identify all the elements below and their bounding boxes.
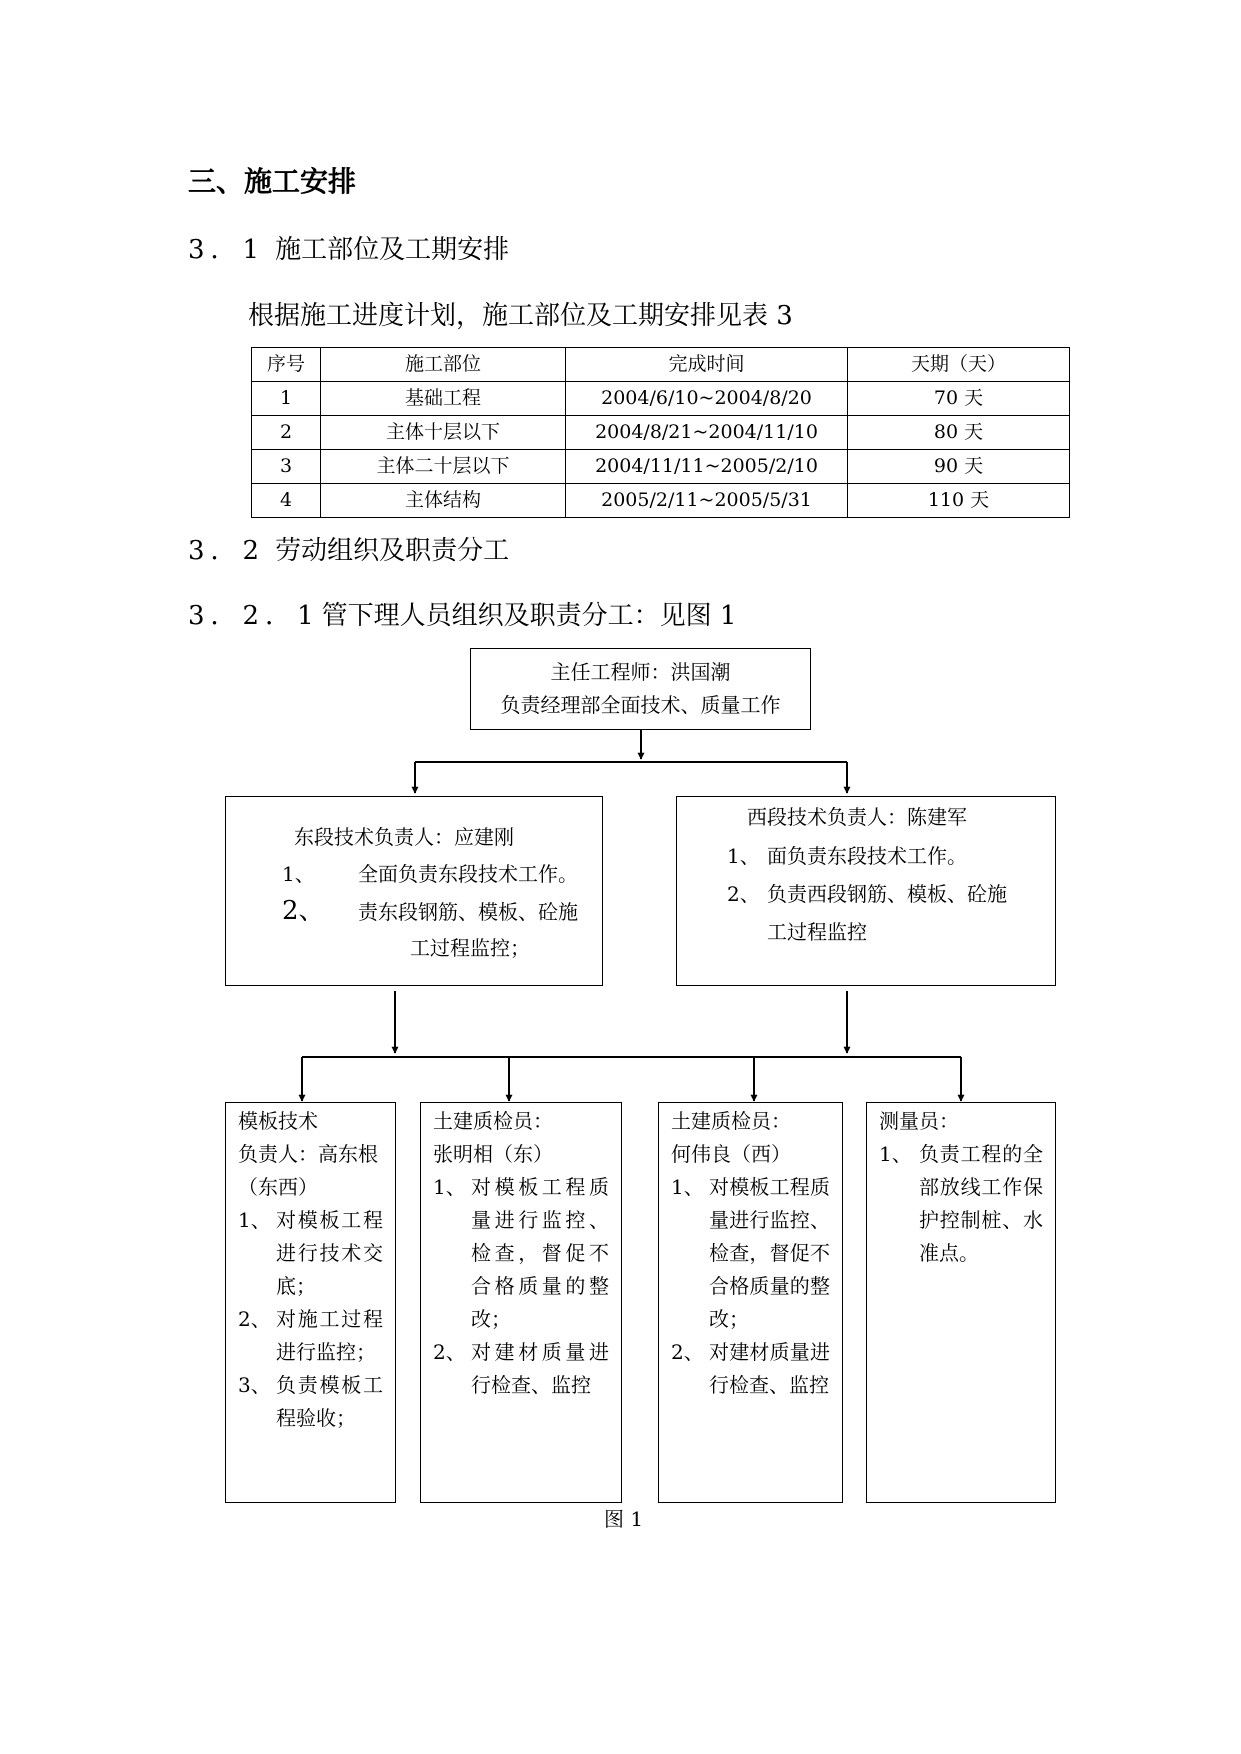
heading-text: 劳动组织及职责分工 bbox=[275, 536, 510, 566]
table-cell: 2005/2/11~2005/5/31 bbox=[566, 484, 848, 518]
person-name: 何伟良（西） bbox=[671, 1142, 791, 1166]
list-marker: 3、 bbox=[238, 1373, 271, 1397]
duty-text: 责东段钢筋、模板、砼施 bbox=[358, 900, 578, 924]
west-duty-2 bbox=[727, 875, 1045, 913]
list-marker: 1、 bbox=[433, 1175, 466, 1199]
column-header: 施工部位 bbox=[321, 348, 566, 382]
duty-text: 负责工程的全部放线工作保护控制桩、水准点。 bbox=[919, 1142, 1043, 1265]
duty-text: 对建材质量进行检查、监控 bbox=[709, 1340, 830, 1397]
heading-number: 3．2 bbox=[188, 536, 266, 566]
west-duty-2-cont: 工过程监控 bbox=[767, 920, 867, 944]
list-marker: 2、 bbox=[238, 1307, 271, 1331]
list-marker: 1、 bbox=[238, 1208, 271, 1232]
heading-text: 管下理人员组织及职责分工：见图 1 bbox=[321, 601, 737, 631]
qc-inspector-east-box bbox=[420, 1102, 622, 1503]
section-title: 三、施工安排 bbox=[188, 165, 357, 198]
list-item bbox=[238, 1303, 383, 1369]
east-lead-title: 东段技术负责人：应建刚 bbox=[294, 825, 514, 849]
table-cell: 2004/8/21~2004/11/10 bbox=[566, 416, 848, 450]
chief-engineer-name: 主任工程师：洪国潮 bbox=[550, 660, 731, 684]
list-item bbox=[238, 1204, 383, 1303]
table-cell: 110 天 bbox=[848, 484, 1070, 518]
table-cell: 基础工程 bbox=[321, 382, 566, 416]
figure-caption: 图 1 bbox=[604, 1507, 644, 1531]
box-title: 土建质检员： bbox=[671, 1109, 791, 1133]
heading-text: 施工部位及工期安排 bbox=[275, 235, 510, 265]
list-item bbox=[879, 1138, 1043, 1270]
west-duty-1 bbox=[727, 837, 1045, 875]
table-cell: 2004/11/11~2005/2/10 bbox=[566, 450, 848, 484]
person-name: 负责人：高东根 bbox=[238, 1142, 378, 1166]
column-header: 完成时间 bbox=[566, 348, 848, 382]
list-marker: 1、 bbox=[727, 844, 760, 868]
column-header: 序号 bbox=[252, 348, 321, 382]
list-item bbox=[671, 1336, 830, 1402]
duty-text: 负责模板工程验收； bbox=[276, 1373, 383, 1430]
list-marker: 2、 bbox=[671, 1340, 704, 1364]
table-cell: 2 bbox=[252, 416, 321, 450]
heading-number: 3．2．1 bbox=[188, 601, 320, 631]
table-cell: 2004/6/10~2004/8/20 bbox=[566, 382, 848, 416]
list-item bbox=[238, 1369, 383, 1435]
formwork-lead-box bbox=[225, 1102, 396, 1503]
table-cell: 3 bbox=[252, 450, 321, 484]
list-item bbox=[433, 1336, 609, 1402]
list-marker: 1、 bbox=[282, 862, 315, 886]
list-item bbox=[671, 1171, 830, 1336]
chief-engineer-duty: 负责经理部全面技术、质量工作 bbox=[500, 693, 781, 717]
east-duty-2 bbox=[282, 891, 592, 932]
east-duty-1 bbox=[282, 857, 592, 891]
list-marker: 1、 bbox=[671, 1175, 704, 1199]
west-lead-title: 西段技术负责人：陈建军 bbox=[747, 805, 967, 829]
duty-text: 对建材质量进行检查、监控 bbox=[471, 1340, 609, 1397]
table-cell: 90 天 bbox=[848, 450, 1070, 484]
duty-text: 对模板工程质量进行监控、检查，督促不合格质量的整改； bbox=[709, 1175, 830, 1331]
table-cell: 4 bbox=[252, 484, 321, 518]
west-section-box bbox=[676, 796, 1056, 986]
box-title: 测量员： bbox=[879, 1109, 959, 1133]
list-item bbox=[433, 1171, 609, 1336]
duty-text: 对模板工程质量进行监控、检查，督促不合格质量的整改； bbox=[471, 1175, 609, 1331]
qc-inspector-west-box bbox=[658, 1102, 843, 1503]
person-name: 张明相（东） bbox=[433, 1142, 553, 1166]
list-marker: 2、 bbox=[727, 882, 760, 906]
surveyor-box bbox=[866, 1102, 1056, 1503]
duty-text: 全面负责东段技术工作。 bbox=[358, 862, 578, 886]
heading-number: 3．1 bbox=[188, 235, 266, 265]
intro-paragraph: 根据施工进度计划，施工部位及工期安排见表 3 bbox=[248, 301, 793, 331]
box-title: 模板技术 bbox=[238, 1109, 318, 1133]
duty-text: 对施工过程进行监控； bbox=[276, 1307, 383, 1364]
table-cell: 主体二十层以下 bbox=[321, 450, 566, 484]
east-duty-2-cont: 工过程监控； bbox=[410, 936, 530, 960]
table-cell: 70 天 bbox=[848, 382, 1070, 416]
list-marker: 2、 bbox=[433, 1340, 466, 1364]
duty-text: 负责西段钢筋、模板、砼施 bbox=[767, 882, 1007, 906]
box-title: 土建质检员： bbox=[433, 1109, 553, 1133]
table-cell: 1 bbox=[252, 382, 321, 416]
duty-text: 面负责东段技术工作。 bbox=[767, 844, 967, 868]
list-marker: 1、 bbox=[879, 1142, 912, 1166]
duty-text: 对模板工程进行技术交底； bbox=[276, 1208, 383, 1298]
chief-engineer-box bbox=[470, 648, 811, 730]
table-cell: 主体结构 bbox=[321, 484, 566, 518]
east-section-box bbox=[225, 796, 603, 986]
table-cell: 80 天 bbox=[848, 416, 1070, 450]
person-note: （东西） bbox=[238, 1175, 318, 1199]
table-cell: 主体十层以下 bbox=[321, 416, 566, 450]
column-header: 天期（天） bbox=[848, 348, 1070, 382]
list-marker: 2、 bbox=[282, 896, 325, 926]
